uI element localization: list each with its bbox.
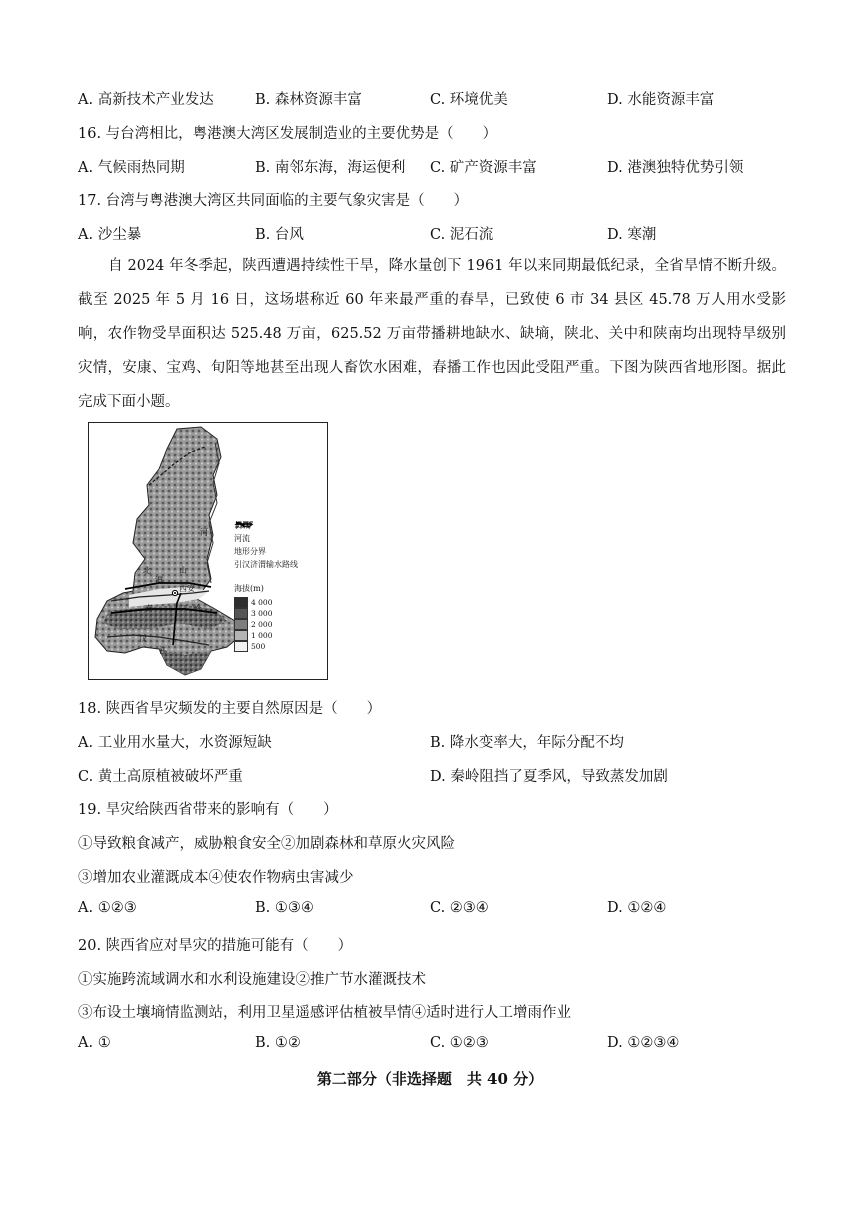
q20-stem: 20. 陕西省应对旱灾的措施可能有（ ） (78, 938, 353, 954)
map-label-bei: 北 (143, 566, 151, 575)
q18-stem: 18. 陕西省旱灾频发的主要自然原因是（ ） (78, 701, 382, 717)
reading-passage (78, 249, 786, 419)
q20-items-line2: ③布设土壤墒情监测站，利用卫星遥感评估植被旱情④适时进行人工增雨作业 (78, 1005, 571, 1021)
legend-label: 河流 (234, 534, 250, 543)
q20-option-b: B. ①② (255, 1035, 301, 1051)
q19-stem: 19. 旱灾给陕西省带来的影响有（ ） (78, 802, 338, 818)
map-label-xian: 西安 (179, 584, 195, 593)
elevation-label: 1 000 (251, 631, 273, 640)
shaanxi-terrain-map (88, 422, 328, 680)
map-legend (234, 519, 298, 571)
q19-items-line1: ①导致粮食减产，威胁粮食安全②加剧森林和草原火灾风险 (78, 836, 455, 852)
q18-option-d: D. 秦岭阻挡了夏季风，导致蒸发加剧 (430, 769, 668, 785)
q19-option-a: A. ①②③ (78, 900, 137, 916)
legend-label: 引汉济渭输水路线 (234, 560, 298, 569)
elevation-1000 (234, 630, 272, 641)
q15-option-b: B. 森林资源丰富 (255, 92, 362, 108)
q20-option-d: D. ①②③④ (607, 1035, 680, 1051)
diversion-route-symbol (234, 519, 254, 529)
q16-option-d: D. 港澳独特优势引领 (607, 160, 744, 176)
q18-option-a: A. 工业用水量大，水资源短缺 (78, 735, 272, 751)
q16-option-a: A. 气候雨热同期 (78, 160, 185, 176)
q15-option-c: C. 环境优美 (430, 92, 508, 108)
section-title: 第二部分（非选择题 共 40 分） (316, 1070, 544, 1088)
q20-option-c: C. ①②③ (430, 1035, 489, 1051)
q18-option-b: B. 降水变率大，年际分配不均 (430, 735, 624, 751)
q17-option-b: B. 台风 (255, 227, 304, 243)
legend-diversion-route (234, 558, 298, 571)
q20-option-a: A. ① (78, 1035, 111, 1051)
q16-option-c: C. 矿产资源丰富 (430, 160, 537, 176)
q17-option-d: D. 寒潮 (607, 227, 657, 243)
map-label-qin: 秦 (145, 604, 153, 613)
legend-terrain-boundary (234, 545, 298, 558)
q20-items-line1: ①实施跨流域调水和水利设施建设②推广节水灌溉技术 (78, 972, 426, 988)
elevation-3000 (234, 608, 272, 619)
q17-option-a: A. 沙尘暴 (78, 227, 142, 243)
q15-option-a: A. 高新技术产业发达 (78, 92, 214, 108)
passage-text: 自 2024 年冬季起，陕西遭遇持续性干旱，降水量创下 1961 年以来同期最低纪录，全省旱情不断升级。截至 2025 年 5 月 16 日，这场堪称近 60 年来最严重的春旱，已致使 6 市 34 县区 45.78 万人用水受影响，农作物受旱面积达 525.48 万亩，625.52 万亩带播耕地缺水、缺墒，陕北、关中和陕南均出现特旱级别灾情，安康、宝鸡、旬阳等地甚至出现人畜饮水困难，春播工作也因此受阻严重。下图为陕西省地形图。据此完成下面小题。 (78, 258, 786, 410)
q18-option-c: C. 黄土高原植被破坏严重 (78, 769, 243, 785)
q17-option-c: C. 泥石流 (430, 227, 494, 243)
q16-option-b: B. 南邻东海，海运便利 (255, 160, 406, 176)
q19-items-line2: ③增加农业灌溉成本④使农作物病虫害减少 (78, 870, 354, 886)
map-label-wei: 渭 (155, 576, 163, 585)
map-label-ling: 岭 (193, 604, 201, 613)
q19-option-c: C. ②③④ (430, 900, 489, 916)
elevation-label: 3 000 (251, 609, 273, 618)
q19-option-d: D. ①②④ (607, 900, 667, 916)
elevation-label: 2 000 (251, 620, 273, 629)
map-label-shan: 山 (179, 566, 187, 575)
elevation-2000 (234, 619, 272, 630)
map-label-han: 汉 (139, 634, 147, 643)
legend-river (234, 532, 298, 545)
legend-label: 长城 (234, 521, 250, 530)
elevation-4000 (234, 597, 272, 608)
map-label-jiang: 江 (159, 646, 167, 655)
map-label-he: 河 (200, 528, 208, 537)
legend-label: 地形分界 (234, 547, 266, 556)
elevation-label: 4 000 (251, 598, 273, 607)
q19-option-b: B. ①③④ (255, 900, 314, 916)
elevation-label: 500 (251, 642, 266, 651)
elevation-500 (234, 641, 265, 652)
q15-option-d: D. 水能资源丰富 (607, 92, 715, 108)
q16-stem: 16. 与台湾相比，粤港澳大湾区发展制造业的主要优势是（ ） (78, 126, 498, 142)
q17-stem: 17. 台湾与粤港澳大湾区共同面临的主要气象灾害是（ ） (78, 193, 469, 209)
elevation-title: 海拔(m) (234, 584, 264, 593)
